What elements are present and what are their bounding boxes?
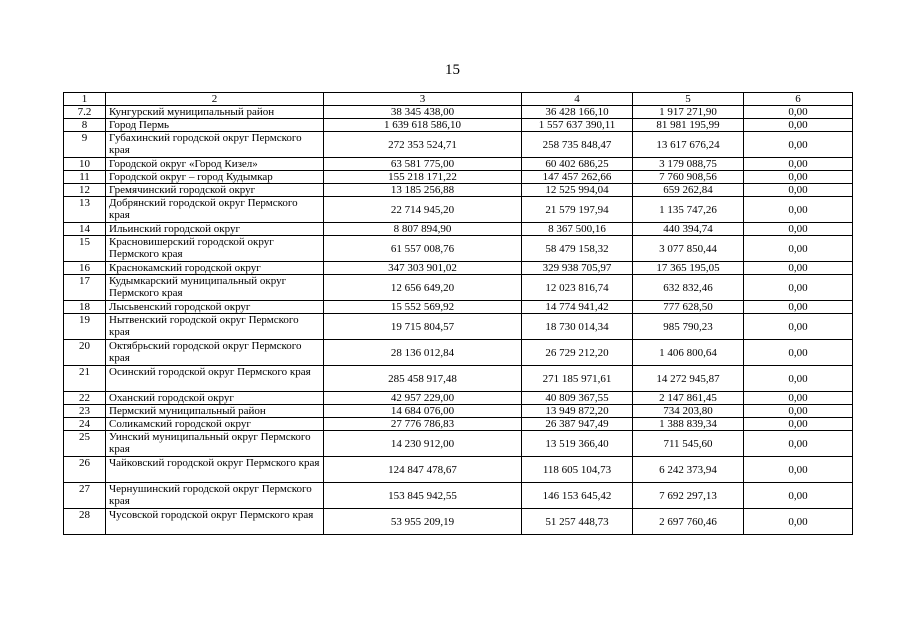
column-6-value-cell: 0,00 — [744, 106, 853, 119]
column-5-value-cell: 440 394,74 — [633, 223, 744, 236]
column-6-value-cell: 0,00 — [744, 132, 853, 158]
table-row — [64, 301, 853, 314]
municipality-name-cell: Город Пермь — [106, 119, 324, 132]
column-3-value-cell: 28 136 012,84 — [324, 340, 522, 366]
column-4-value-cell: 51 257 448,73 — [522, 509, 633, 535]
table-row — [64, 418, 853, 431]
column-3-value-cell: 124 847 478,67 — [324, 457, 522, 483]
municipality-name-cell: Пермский муниципальный район — [106, 405, 324, 418]
row-number-cell: 7.2 — [64, 106, 106, 119]
column-6-value-cell: 0,00 — [744, 457, 853, 483]
column-4-value-cell: 8 367 500,16 — [522, 223, 633, 236]
allocation-table — [63, 92, 853, 535]
row-number-cell: 14 — [64, 223, 106, 236]
column-5-value-cell: 1 406 800,64 — [633, 340, 744, 366]
column-6-value-cell: 0,00 — [744, 431, 853, 457]
municipality-name-cell: Чернушинский городской округ Пермского края — [106, 483, 324, 509]
column-5-value-cell: 632 832,46 — [633, 275, 744, 301]
municipality-name-cell: Оханский городской округ — [106, 392, 324, 405]
column-3-value-cell: 61 557 008,76 — [324, 236, 522, 262]
column-3-value-cell: 155 218 171,22 — [324, 171, 522, 184]
municipality-name-cell: Октябрьский городской округ Пермского края — [106, 340, 324, 366]
column-3-value-cell: 63 581 775,00 — [324, 158, 522, 171]
column-5-value-cell: 3 179 088,75 — [633, 158, 744, 171]
table-row — [64, 197, 853, 223]
table-row — [64, 275, 853, 301]
column-6-value-cell: 0,00 — [744, 236, 853, 262]
row-number-cell: 8 — [64, 119, 106, 132]
column-3-value-cell: 14 230 912,00 — [324, 431, 522, 457]
table-row — [64, 340, 853, 366]
table-header-row — [64, 93, 853, 106]
column-5-value-cell: 7 760 908,56 — [633, 171, 744, 184]
table-row — [64, 405, 853, 418]
column-5-value-cell: 7 692 297,13 — [633, 483, 744, 509]
column-header: 5 — [633, 93, 744, 106]
column-4-value-cell: 60 402 686,25 — [522, 158, 633, 171]
table-row — [64, 457, 853, 483]
column-5-value-cell: 1 388 839,34 — [633, 418, 744, 431]
table-row — [64, 262, 853, 275]
column-3-value-cell: 38 345 438,00 — [324, 106, 522, 119]
column-5-value-cell: 2 697 760,46 — [633, 509, 744, 535]
page-number: 15 — [445, 62, 460, 78]
column-6-value-cell: 0,00 — [744, 262, 853, 275]
municipality-name-cell: Губахинский городской округ Пермского края — [106, 132, 324, 158]
column-3-value-cell: 8 807 894,90 — [324, 223, 522, 236]
row-number-cell: 25 — [64, 431, 106, 457]
row-number-cell: 9 — [64, 132, 106, 158]
column-5-value-cell: 777 628,50 — [633, 301, 744, 314]
column-6-value-cell: 0,00 — [744, 275, 853, 301]
row-number-cell: 16 — [64, 262, 106, 275]
row-number-cell: 12 — [64, 184, 106, 197]
row-number-cell: 13 — [64, 197, 106, 223]
column-4-value-cell: 13 519 366,40 — [522, 431, 633, 457]
column-4-value-cell: 1 557 637 390,11 — [522, 119, 633, 132]
table-row — [64, 132, 853, 158]
column-5-value-cell: 17 365 195,05 — [633, 262, 744, 275]
column-3-value-cell: 27 776 786,83 — [324, 418, 522, 431]
row-number-cell: 28 — [64, 509, 106, 535]
column-4-value-cell: 12 525 994,04 — [522, 184, 633, 197]
column-4-value-cell: 146 153 645,42 — [522, 483, 633, 509]
column-3-value-cell: 153 845 942,55 — [324, 483, 522, 509]
column-5-value-cell: 3 077 850,44 — [633, 236, 744, 262]
column-6-value-cell: 0,00 — [744, 418, 853, 431]
column-6-value-cell: 0,00 — [744, 197, 853, 223]
column-4-value-cell: 271 185 971,61 — [522, 366, 633, 392]
column-6-value-cell: 0,00 — [744, 392, 853, 405]
column-5-value-cell: 13 617 676,24 — [633, 132, 744, 158]
column-4-value-cell: 13 949 872,20 — [522, 405, 633, 418]
column-6-value-cell: 0,00 — [744, 184, 853, 197]
column-6-value-cell: 0,00 — [744, 171, 853, 184]
column-5-value-cell: 734 203,80 — [633, 405, 744, 418]
row-number-cell: 20 — [64, 340, 106, 366]
column-5-value-cell: 659 262,84 — [633, 184, 744, 197]
table-row — [64, 314, 853, 340]
row-number-cell: 15 — [64, 236, 106, 262]
column-3-value-cell: 347 303 901,02 — [324, 262, 522, 275]
column-5-value-cell: 711 545,60 — [633, 431, 744, 457]
row-number-cell: 23 — [64, 405, 106, 418]
column-4-value-cell: 258 735 848,47 — [522, 132, 633, 158]
column-3-value-cell: 42 957 229,00 — [324, 392, 522, 405]
column-4-value-cell: 26 729 212,20 — [522, 340, 633, 366]
column-4-value-cell: 329 938 705,97 — [522, 262, 633, 275]
column-4-value-cell: 12 023 816,74 — [522, 275, 633, 301]
column-6-value-cell: 0,00 — [744, 509, 853, 535]
row-number-cell: 11 — [64, 171, 106, 184]
column-4-value-cell: 14 774 941,42 — [522, 301, 633, 314]
row-number-cell: 10 — [64, 158, 106, 171]
table-row — [64, 509, 853, 535]
column-6-value-cell: 0,00 — [744, 340, 853, 366]
column-6-value-cell: 0,00 — [744, 314, 853, 340]
table-row — [64, 236, 853, 262]
municipality-name-cell: Гремячинский городской округ — [106, 184, 324, 197]
table-row — [64, 366, 853, 392]
municipality-name-cell: Осинский городской округ Пермского края — [106, 366, 324, 392]
municipality-name-cell: Чусовской городской округ Пермского края — [106, 509, 324, 535]
row-number-cell: 24 — [64, 418, 106, 431]
column-5-value-cell: 14 272 945,87 — [633, 366, 744, 392]
column-6-value-cell: 0,00 — [744, 223, 853, 236]
column-5-value-cell: 6 242 373,94 — [633, 457, 744, 483]
column-header: 2 — [106, 93, 324, 106]
municipality-name-cell: Кудымкарский муниципальный округ Пермского края — [106, 275, 324, 301]
municipality-name-cell: Городской округ «Город Кизел» — [106, 158, 324, 171]
column-3-value-cell: 19 715 804,57 — [324, 314, 522, 340]
table-row — [64, 483, 853, 509]
table-row — [64, 106, 853, 119]
column-6-value-cell: 0,00 — [744, 405, 853, 418]
column-3-value-cell: 12 656 649,20 — [324, 275, 522, 301]
column-3-value-cell: 14 684 076,00 — [324, 405, 522, 418]
row-number-cell: 19 — [64, 314, 106, 340]
table-row — [64, 392, 853, 405]
municipality-name-cell: Городской округ – город Кудымкар — [106, 171, 324, 184]
column-header: 6 — [744, 93, 853, 106]
table-row — [64, 184, 853, 197]
table-row — [64, 158, 853, 171]
column-3-value-cell: 53 955 209,19 — [324, 509, 522, 535]
column-header: 1 — [64, 93, 106, 106]
column-4-value-cell: 147 457 262,66 — [522, 171, 633, 184]
column-5-value-cell: 2 147 861,45 — [633, 392, 744, 405]
column-header: 4 — [522, 93, 633, 106]
municipality-name-cell: Краснокамский городской округ — [106, 262, 324, 275]
column-6-value-cell: 0,00 — [744, 483, 853, 509]
column-3-value-cell: 285 458 917,48 — [324, 366, 522, 392]
column-3-value-cell: 1 639 618 586,10 — [324, 119, 522, 132]
column-header: 3 — [324, 93, 522, 106]
row-number-cell: 27 — [64, 483, 106, 509]
municipality-name-cell: Лысьвенский городской округ — [106, 301, 324, 314]
municipality-name-cell: Красновишерский городской округ Пермского края — [106, 236, 324, 262]
column-6-value-cell: 0,00 — [744, 301, 853, 314]
table-row — [64, 171, 853, 184]
column-4-value-cell: 26 387 947,49 — [522, 418, 633, 431]
row-number-cell: 18 — [64, 301, 106, 314]
municipality-name-cell: Кунгурский муниципальный район — [106, 106, 324, 119]
municipality-name-cell: Нытвенский городской округ Пермского края — [106, 314, 324, 340]
row-number-cell: 26 — [64, 457, 106, 483]
municipality-name-cell: Чайковский городской округ Пермского края — [106, 457, 324, 483]
municipality-name-cell: Добрянский городской округ Пермского края — [106, 197, 324, 223]
column-4-value-cell: 40 809 367,55 — [522, 392, 633, 405]
column-4-value-cell: 118 605 104,73 — [522, 457, 633, 483]
column-6-value-cell: 0,00 — [744, 158, 853, 171]
column-3-value-cell: 13 185 256,88 — [324, 184, 522, 197]
row-number-cell: 22 — [64, 392, 106, 405]
table-row — [64, 431, 853, 457]
column-4-value-cell: 58 479 158,32 — [522, 236, 633, 262]
column-3-value-cell: 272 353 524,71 — [324, 132, 522, 158]
column-4-value-cell: 36 428 166,10 — [522, 106, 633, 119]
column-3-value-cell: 15 552 569,92 — [324, 301, 522, 314]
column-4-value-cell: 18 730 014,34 — [522, 314, 633, 340]
column-5-value-cell: 1 917 271,90 — [633, 106, 744, 119]
column-3-value-cell: 22 714 945,20 — [324, 197, 522, 223]
column-6-value-cell: 0,00 — [744, 366, 853, 392]
column-5-value-cell: 1 135 747,26 — [633, 197, 744, 223]
municipality-name-cell: Соликамский городской округ — [106, 418, 324, 431]
row-number-cell: 21 — [64, 366, 106, 392]
municipality-name-cell: Ильинский городской округ — [106, 223, 324, 236]
column-6-value-cell: 0,00 — [744, 119, 853, 132]
column-5-value-cell: 985 790,23 — [633, 314, 744, 340]
municipality-name-cell: Уинский муниципальный округ Пермского края — [106, 431, 324, 457]
row-number-cell: 17 — [64, 275, 106, 301]
table-row — [64, 223, 853, 236]
column-4-value-cell: 21 579 197,94 — [522, 197, 633, 223]
table-row — [64, 119, 853, 132]
column-5-value-cell: 81 981 195,99 — [633, 119, 744, 132]
